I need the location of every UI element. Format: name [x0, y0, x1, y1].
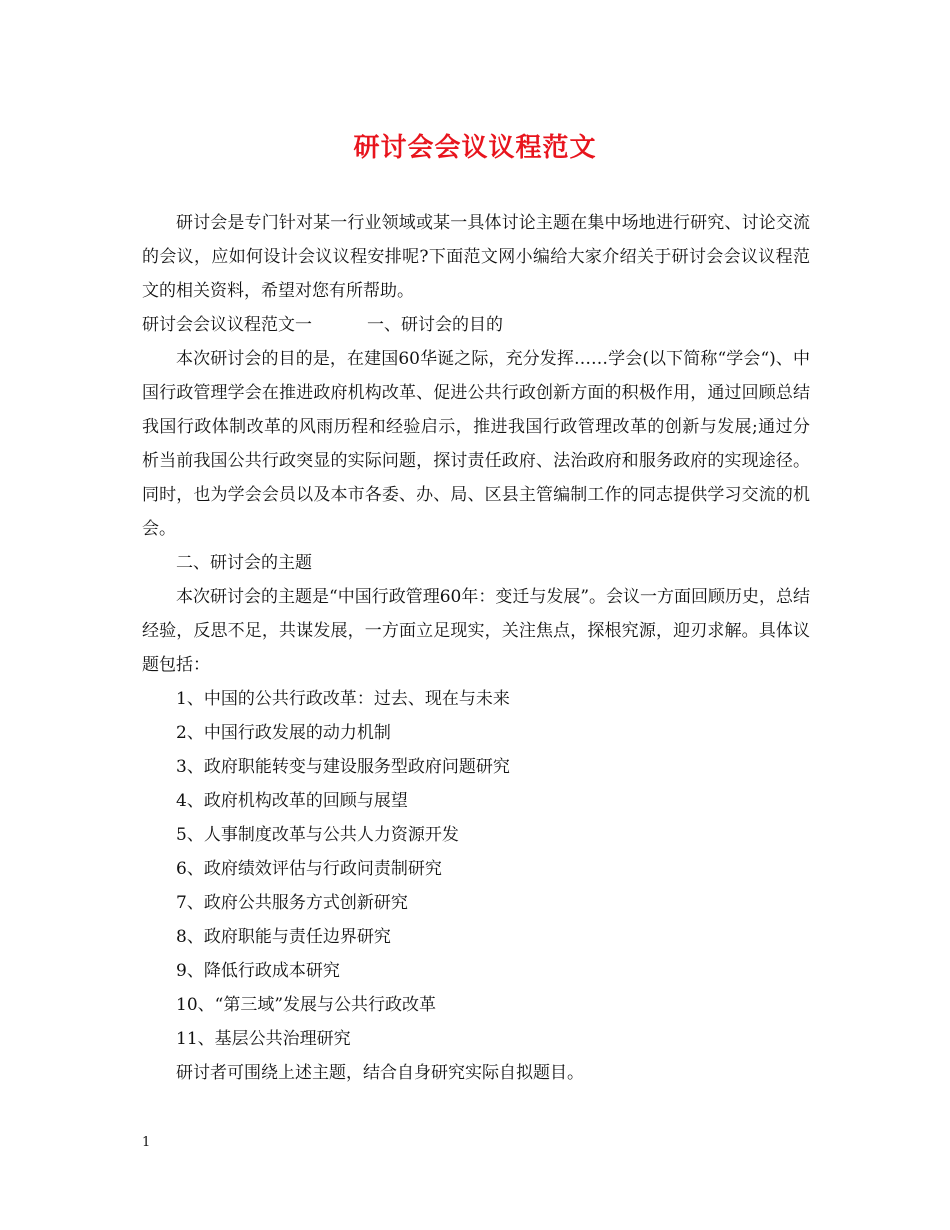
topic-item: 1、中国的公共行政改革：过去、现在与未来: [176, 689, 510, 709]
topic-item: 3、政府职能转变与建设服务型政府问题研究: [176, 757, 510, 777]
purpose-paragraph: 本次研讨会的目的是，在建国60华诞之际，充分发挥……学会(以下简称“学会“)、中国行政管理学会在推进政府机构改革、促进公共行政创新方面的积极作用，通过回顾总结我国行政体制改革的风雨历程和经验启示，推进我国行政管理改革的创新与发展;通过分析当前我国公共行政突显的实际问题，探讨责任政府、法治政府和服务政府的实现途径。同时，也为学会会员以及本市各委、办、局、区县主管编制工作的同志提供学习交流的机会。: [142, 349, 810, 539]
topic-item: 7、政府公共服务方式创新研究: [176, 893, 408, 913]
closing-paragraph: 研讨者可围绕上述主题，结合自身研究实际自拟题目。: [176, 1063, 584, 1083]
document-title: 研讨会会议议程范文: [353, 133, 597, 163]
topic-item: 11、基层公共治理研究: [176, 1029, 351, 1049]
topic-item: 10、“第三域”发展与公共行政改革: [176, 995, 437, 1015]
page-number: 1: [142, 1135, 151, 1150]
section-heading-row: [142, 308, 810, 342]
document-body: [142, 206, 810, 1090]
heading-purpose: 一、研讨会的目的: [367, 315, 503, 335]
topic-item: 8、政府职能与责任边界研究: [176, 927, 391, 947]
topic-item: 9、降低行政成本研究: [176, 961, 340, 981]
topic-item: 5、人事制度改革与公共人力资源开发: [176, 825, 459, 845]
section-label: 研讨会会议议程范文一: [142, 315, 312, 335]
topic-item: 4、政府机构改革的回顾与展望: [176, 791, 408, 811]
topic-item: 6、政府绩效评估与行政问责制研究: [176, 859, 442, 879]
intro-paragraph: 研讨会是专门针对某一行业领域或某一具体讨论主题在集中场地进行研究、讨论交流的会议，应如何设计会议议程安排呢?下面范文网小编给大家介绍关于研讨会会议议程范文的相关资料，希望对您有所帮助。: [142, 213, 810, 301]
theme-paragraph: 本次研讨会的主题是“中国行政管理60年：变迁与发展”。会议一方面回顾历史，总结经验，反思不足，共谋发展，一方面立足现实，关注焦点，探根究源，迎刃求解。具体议题包括：: [142, 587, 811, 675]
heading-theme: 二、研讨会的主题: [176, 553, 312, 573]
topic-item: 2、中国行政发展的动力机制: [176, 723, 391, 743]
